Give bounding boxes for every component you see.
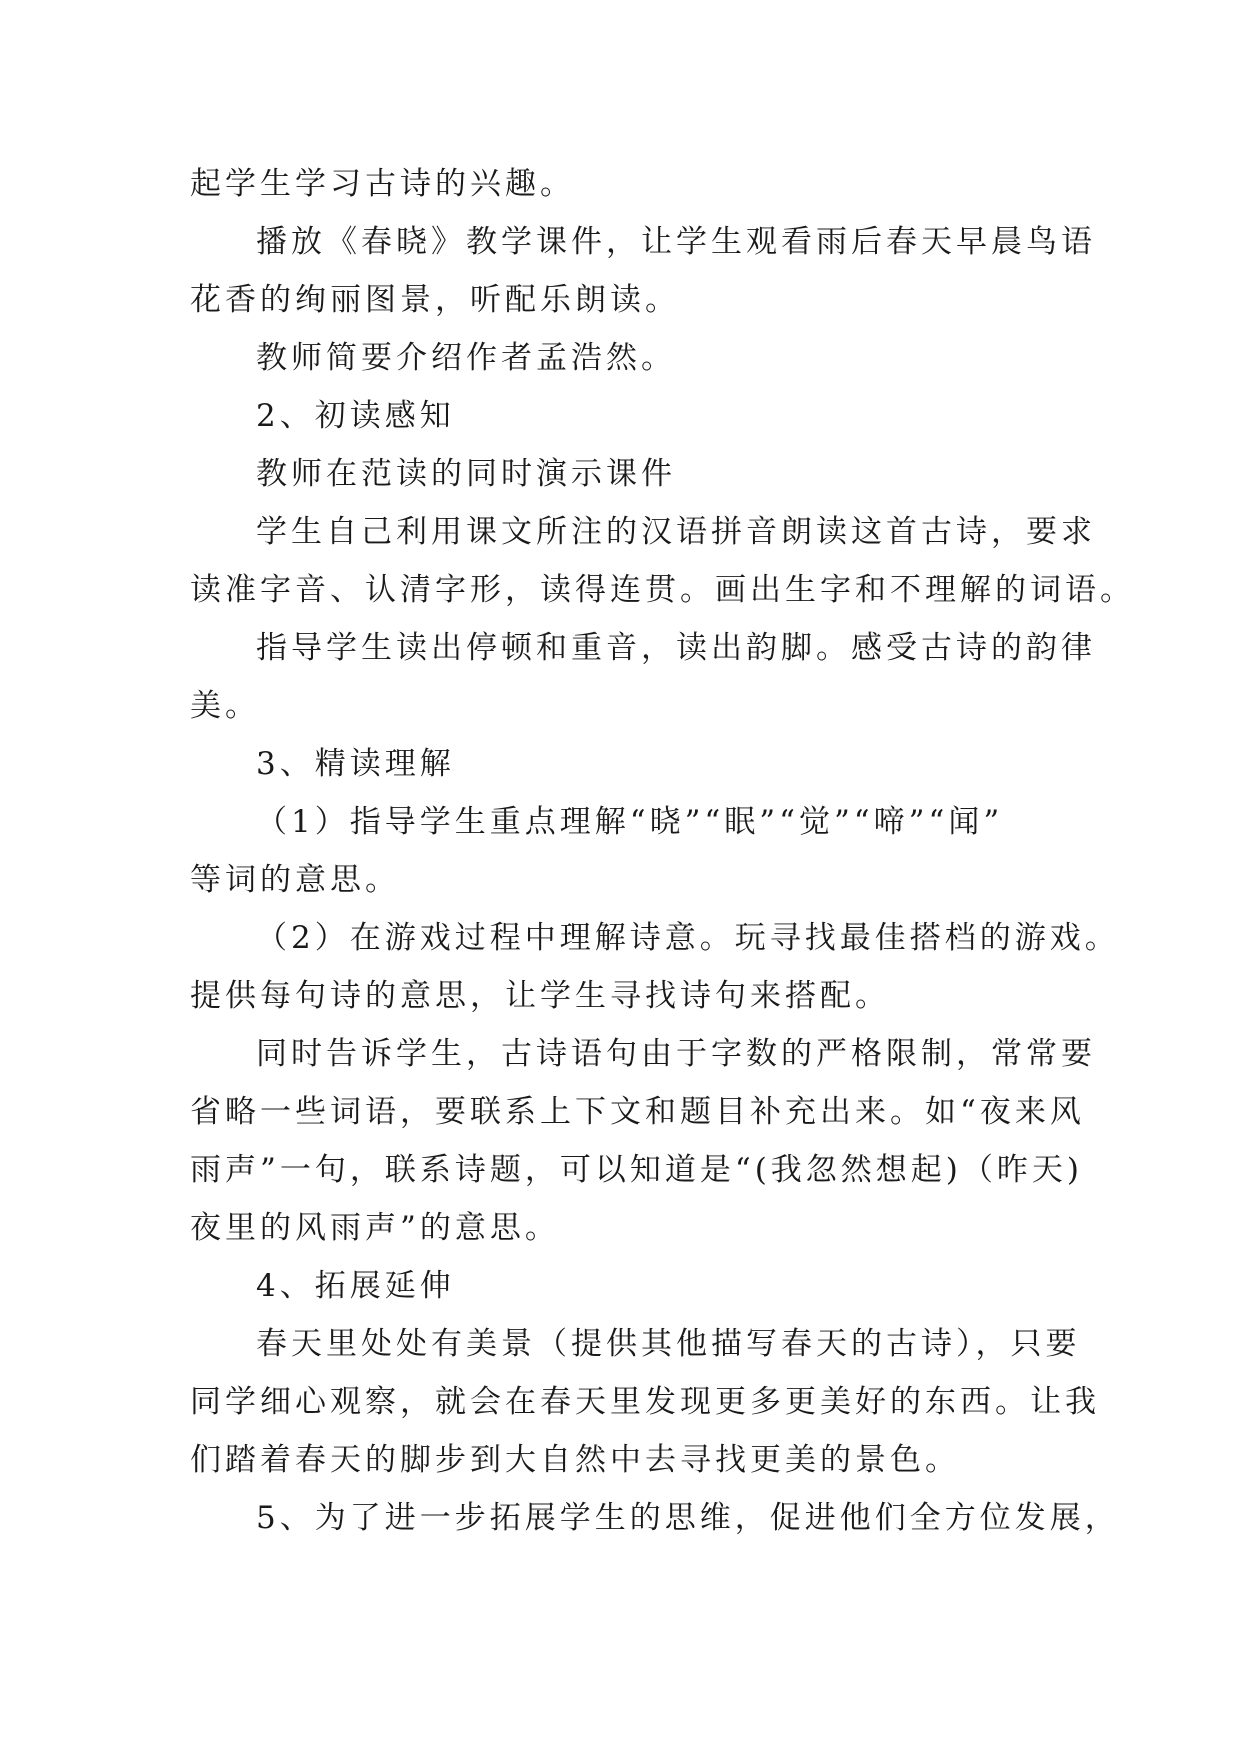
paragraph-line: 省略一些词语，要联系上下文和题目补充出来。如“夜来风: [190, 1094, 1085, 1130]
paragraph-line: 美。: [190, 688, 260, 724]
paragraph-line: 同学细心观察，就会在春天里发现更多更美好的东西。让我: [190, 1384, 1100, 1420]
paragraph-line: 提供每句诗的意思，让学生寻找诗句来搭配。: [190, 978, 890, 1014]
paragraph-line: 起学生学习古诗的兴趣。: [190, 166, 575, 202]
paragraph-line: 5、为了进一步拓展学生的思维，促进他们全方位发展，: [256, 1500, 1120, 1536]
paragraph-line: 们踏着春天的脚步到大自然中去寻找更美的景色。: [190, 1442, 960, 1478]
paragraph-line: （1）指导学生重点理解“晓”“眠”“觉”“啼”“闻”: [256, 804, 1004, 840]
section-heading: 3、精读理解: [256, 746, 455, 782]
paragraph-line: 教师简要介绍作者孟浩然。: [256, 340, 676, 376]
paragraph-line: 学生自己利用课文所注的汉语拼音朗读这首古诗，要求: [256, 514, 1096, 550]
paragraph-line: 同时告诉学生，古诗语句由于字数的严格限制，常常要: [256, 1036, 1096, 1072]
section-heading: 4、拓展延伸: [256, 1268, 455, 1304]
section-heading: 2、初读感知: [256, 398, 455, 434]
paragraph-line: 花香的绚丽图景，听配乐朗读。: [190, 282, 680, 318]
document-body: [190, 155, 1135, 1547]
paragraph-line: 夜里的风雨声”的意思。: [190, 1210, 560, 1246]
paragraph-line: （2）在游戏过程中理解诗意。玩寻找最佳搭档的游戏。: [256, 920, 1120, 956]
paragraph-line: 播放《春晓》教学课件，让学生观看雨后春天早晨鸟语: [256, 224, 1096, 260]
paragraph-line: 春天里处处有美景（提供其他描写春天的古诗），只要: [256, 1326, 1081, 1362]
paragraph-line: 读准字音、认清字形，读得连贯。画出生字和不理解的词语。: [190, 572, 1135, 608]
paragraph-line: 教师在范读的同时演示课件: [256, 456, 676, 492]
paragraph-line: 指导学生读出停顿和重音，读出韵脚。感受古诗的韵律: [256, 630, 1096, 666]
paragraph-line: 雨声”一句，联系诗题，可以知道是“(我忽然想起)（昨天): [190, 1152, 1083, 1188]
paragraph-line: 等词的意思。: [190, 862, 400, 898]
